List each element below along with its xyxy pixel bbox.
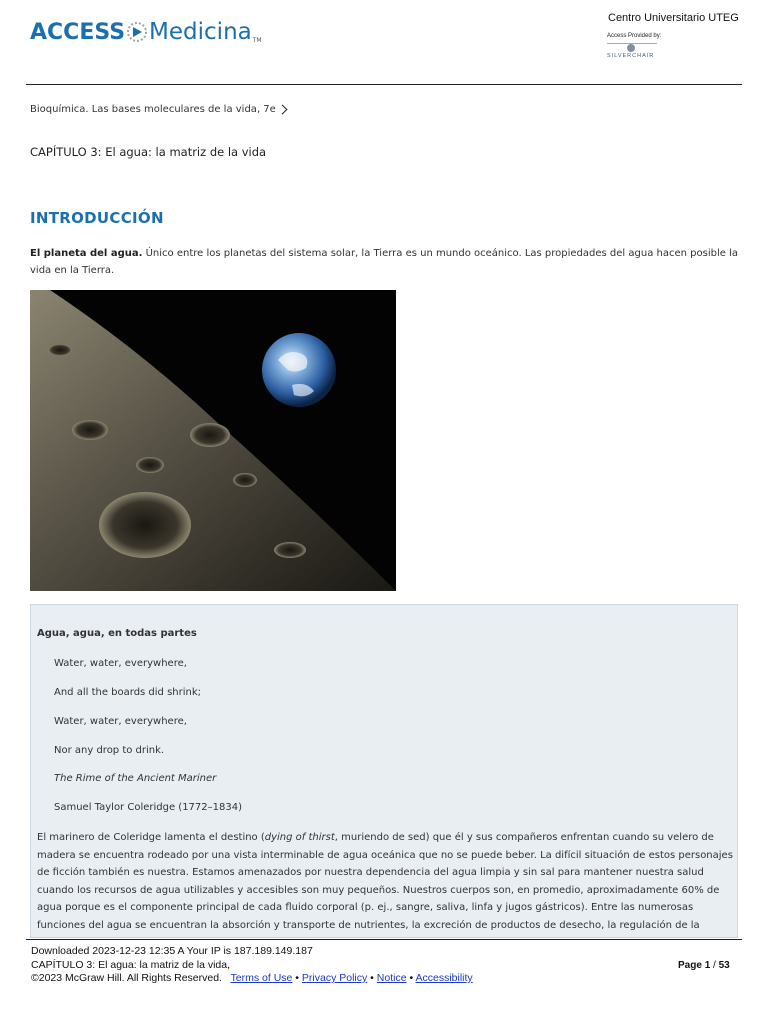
copyright: ©2023 McGraw Hill. All Rights Reserved.: [31, 972, 222, 984]
link-separator: •: [367, 972, 377, 984]
intro-text: Único entre los planetas del sistema solar, la Tierra es un mundo oceánico. Las propiedades del agua hacen posible la vida en la Tierra.: [30, 248, 738, 276]
institution-name: Centro Universitario UTEG: [608, 12, 739, 24]
header-divider: [26, 84, 742, 85]
chapter-title: CAPÍTULO 3: El agua: la matriz de la vida: [30, 145, 267, 159]
logo-access-text: ACCESS: [30, 19, 126, 45]
gear-arrow-icon: [126, 17, 148, 47]
page-header: [0, 0, 768, 85]
access-provided-by: Access Provided by:: [607, 33, 662, 39]
verse-line: Water, water, everywhere,: [54, 716, 187, 727]
silverchair-logo: [607, 41, 659, 65]
page-footer: [31, 945, 473, 986]
box-paragraph-italic: dying of thirst: [264, 832, 335, 843]
notice-link[interactable]: Notice: [376, 972, 407, 984]
footer-chapter: CAPÍTULO 3: El agua: la matriz de la vida,: [31, 958, 231, 971]
page-indicator: Page 1 / 53: [678, 960, 730, 971]
link-separator: •: [406, 972, 416, 984]
page-current: 1: [704, 960, 711, 971]
poem-author: Samuel Taylor Coleridge (1772–1834): [54, 802, 242, 813]
breadcrumb-book-link[interactable]: Bioquímica. Las bases moleculares de la vida, 7e: [30, 104, 276, 115]
privacy-policy-link[interactable]: Privacy Policy: [301, 972, 368, 984]
link-separator: •: [292, 972, 302, 984]
accessmedicina-logo[interactable]: [30, 12, 262, 52]
breadcrumb: [30, 104, 286, 115]
box-paragraph-part: El marinero de Coleridge lamenta el destino (: [37, 832, 265, 843]
page-label: Page: [678, 960, 702, 971]
terms-of-use-link[interactable]: Terms of Use: [230, 972, 293, 984]
intro-paragraph: [30, 245, 742, 279]
section-heading: INTRODUCCIÓN: [30, 209, 164, 227]
footer-legal-line: [31, 972, 473, 986]
page-total: 53: [718, 960, 730, 971]
accessibility-link[interactable]: Accessibility: [415, 972, 473, 984]
verse-line: And all the boards did shrink;: [54, 687, 202, 698]
earthrise-image: [30, 290, 396, 591]
box-paragraph-part: , muriendo de sed) que él y sus compañeros enfrentan cuando su velero de madera se encuentra rodeado por una vista interminable de agua oceánica que no se puede beber. La difícil situación de estos personajes de ficción también es nuestra. Estamos amenazados por nuestra dependencia del agua limpia y sin sal para mantener nuestra salud cuando los recursos de agua utilizables y accesibles son muy pequeños. Nuestros cuerpos son, en promedio, aproximadamente 60% de agua porque es el componente principal de cada fluido corporal (p. ej., sangre, saliva, linfa y jugos gástricos). Entre las numerosas funciones del agua se encuentran la absorción y transporte de nutrientes, la excreción de productos de desecho, la regulación de la: [37, 832, 733, 931]
box-title: Agua, agua, en todas partes: [37, 628, 197, 639]
logo-medicina-text: Medicina: [149, 19, 252, 45]
sidebar-box: [30, 604, 738, 938]
intro-lead: El planeta del agua.: [30, 248, 143, 259]
box-paragraph: [37, 829, 733, 938]
download-info: Downloaded 2023-12-23 12:35 A Your IP is 187.189.149.187: [31, 945, 313, 957]
verse-line: Water, water, everywhere,: [54, 658, 187, 669]
chevron-right-icon: [277, 105, 287, 115]
earth-moon-photo: [30, 290, 396, 591]
silverchair-text: SILVERCHAIR: [607, 53, 655, 59]
verse-line: Nor any drop to drink.: [54, 745, 165, 756]
poem-source-title: The Rime of the Ancient Mariner: [54, 773, 217, 784]
footer-divider: [26, 939, 742, 940]
silverchair-emblem-icon: [627, 44, 635, 52]
logo-trademark: TM: [252, 36, 262, 44]
